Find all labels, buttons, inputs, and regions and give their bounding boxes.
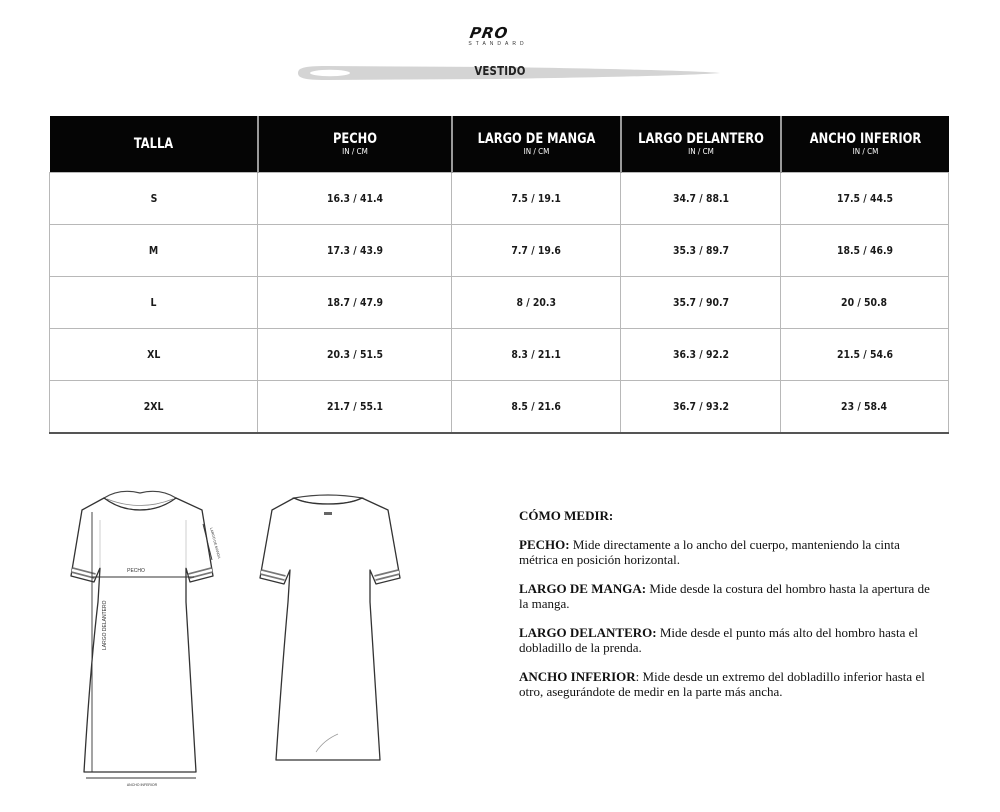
brand-logo [466, 24, 536, 54]
table-cell: 23 / 58.4 [781, 381, 949, 434]
unit-label: IN / CM [523, 147, 549, 156]
instruction-label: LARGO DELANTERO: [519, 625, 657, 640]
size-cell: 2XL [50, 381, 258, 434]
column-header-sleeve-length: LARGO DE MANGA IN / CM [452, 116, 621, 173]
table-row [50, 381, 949, 434]
unit-label: IN / CM [687, 147, 714, 156]
dress-back-illustration [254, 490, 406, 770]
table-header-row [50, 116, 949, 173]
instruction-item [519, 625, 939, 655]
size-cell: S [50, 173, 258, 225]
instruction-text: Mide desde el punto más alto del hombro hasta el dobladillo de la prenda. [519, 625, 918, 655]
unit-label: IN / CM [852, 147, 878, 156]
table-row [50, 173, 949, 225]
table-row [50, 329, 949, 381]
column-header-front-length: LARGO DELANTERO IN / CM [621, 116, 781, 173]
table-cell: 34.7 / 88.1 [621, 173, 781, 225]
size-column-header: TALLA [50, 116, 258, 173]
instruction-item [519, 581, 939, 611]
front-length-measure-label: LARGO DELANTERO [102, 600, 108, 650]
instruction-text: Mide desde la costura del hombro hasta la apertura de la manga. [519, 581, 930, 611]
instruction-item [519, 669, 939, 699]
bottom-width-measure-label: ANCHO INFERIOR [126, 783, 158, 786]
instruction-label: PECHO: [519, 537, 570, 552]
column-header-chest: PECHO IN / CM [258, 116, 452, 173]
table-row [50, 225, 949, 277]
instruction-item [519, 537, 939, 567]
table-cell: 18.7 / 47.9 [258, 277, 452, 329]
table-cell: 20 / 50.8 [781, 277, 949, 329]
table-cell: 17.3 / 43.9 [258, 225, 452, 277]
table-cell: 20.3 / 51.5 [258, 329, 452, 381]
table-cell: 21.5 / 54.6 [781, 329, 949, 381]
unit-label: IN / CM [341, 147, 368, 156]
table-cell: 35.7 / 90.7 [621, 277, 781, 329]
instructions-heading: CÓMO MEDIR: [519, 508, 614, 523]
table-row [50, 277, 949, 329]
table-cell: 8 / 20.3 [452, 277, 621, 329]
table-cell: 18.5 / 46.9 [781, 225, 949, 277]
logo-wordmark: PRO [468, 24, 510, 42]
page-title: VESTIDO [474, 64, 526, 78]
size-cell: M [50, 225, 258, 277]
size-cell: XL [50, 329, 258, 381]
table-cell: 36.7 / 93.2 [621, 381, 781, 434]
table-cell: 36.3 / 92.2 [621, 329, 781, 381]
table-cell: 16.3 / 41.4 [258, 173, 452, 225]
table-cell: 7.5 / 19.1 [452, 173, 621, 225]
column-header-bottom-width: ANCHO INFERIOR IN / CM [781, 116, 949, 173]
instruction-text: : Mide desde un extremo del dobladillo inferior hasta el otro, asegurándote de medir en la parte más ancha. [519, 669, 925, 699]
table-cell: 17.5 / 44.5 [781, 173, 949, 225]
dress-front-illustration [62, 490, 222, 786]
size-cell: L [50, 277, 258, 329]
sleeve-measure-label: LARGO DE MANGA [209, 527, 222, 560]
table-cell: 35.3 / 89.7 [621, 225, 781, 277]
measuring-instructions [519, 508, 939, 713]
size-table [49, 116, 949, 434]
logo-subtitle: STANDARD [468, 41, 528, 47]
instruction-text: Mide directamente a lo ancho del cuerpo, manteniendo la cinta métrica en posición horizontal. [519, 537, 900, 567]
table-cell: 8.3 / 21.1 [452, 329, 621, 381]
table-cell: 21.7 / 55.1 [258, 381, 452, 434]
instruction-label: ANCHO INFERIOR [519, 669, 636, 684]
table-cell: 7.7 / 19.6 [452, 225, 621, 277]
table-cell: 8.5 / 21.6 [452, 381, 621, 434]
instruction-label: LARGO DE MANGA: [519, 581, 647, 596]
chest-measure-label: PECHO [127, 568, 145, 574]
